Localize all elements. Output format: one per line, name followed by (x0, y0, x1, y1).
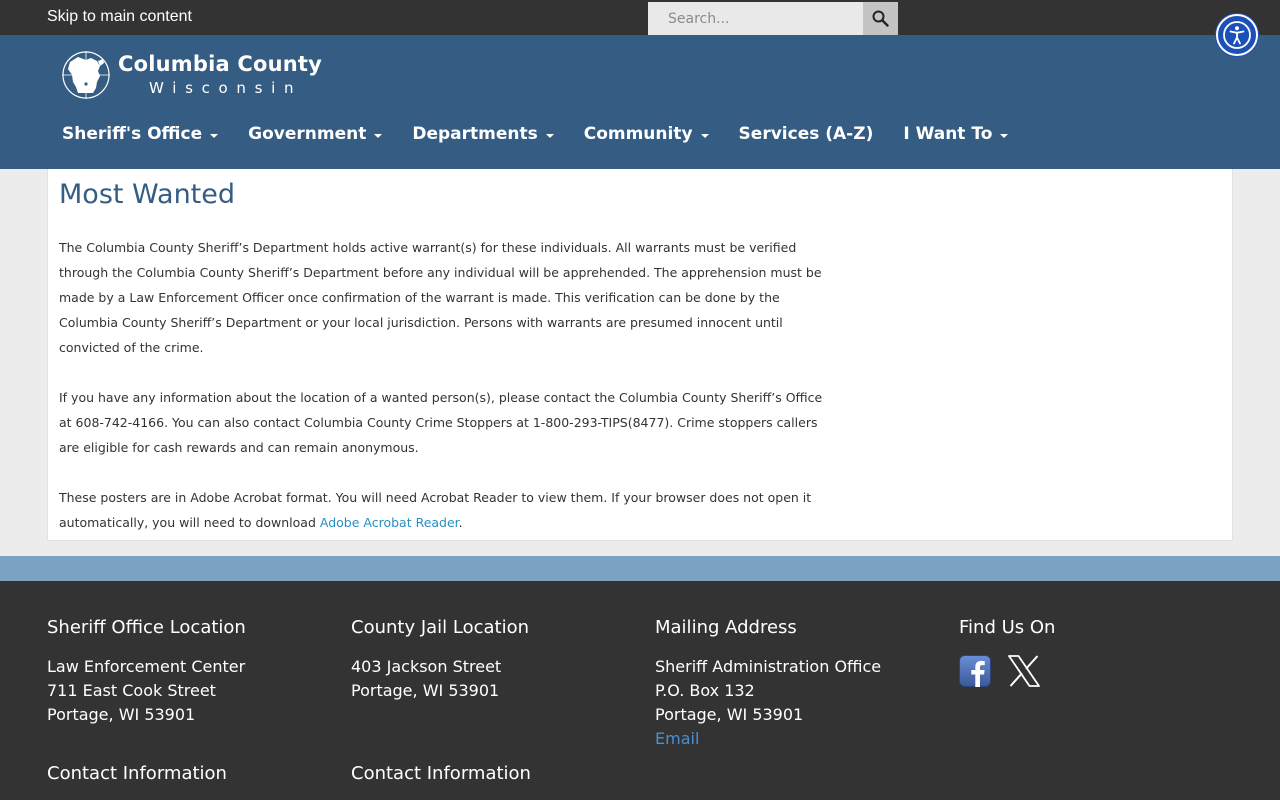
paragraph-contact: If you have any information about the location of a wanted person(s), please contact the Columbia County Sheriff’s Office at 608-742-4166. You can also contact Columbia County Crime Stoppers at 1-800-293-TIPS(8477). Crime stoppers callers are eligible for cash rewards and can remain anonymous. (59, 390, 823, 455)
nav-label: I Want To (903, 124, 993, 144)
address-line: Law Enforcement Center (47, 657, 246, 676)
main-content (47, 169, 1233, 541)
address-line: Sheriff Administration Office (655, 657, 882, 676)
caret-down-icon (210, 134, 218, 138)
nav-sheriffs-office[interactable] (47, 124, 233, 144)
footer-heading: Contact Information (47, 763, 227, 784)
site-logo[interactable] (60, 48, 340, 102)
address-line: Portage, WI 53901 (351, 681, 500, 700)
logo-subtitle: Wisconsin (149, 79, 303, 97)
search-form (648, 2, 898, 35)
address-line: Portage, WI 53901 (47, 705, 196, 724)
skip-to-main-content-link[interactable]: Skip to main content (47, 8, 192, 25)
wisconsin-map-emblem (60, 48, 112, 102)
content-body (59, 235, 829, 560)
nav-i-want-to[interactable] (888, 124, 1023, 144)
page-title: Most Wanted (59, 179, 236, 210)
nav-services-a-z[interactable] (724, 124, 889, 144)
footer-mailing-address (655, 617, 945, 751)
magnifier-icon (872, 10, 889, 27)
email-link[interactable]: Email (655, 729, 700, 748)
footer-heading: Sheriff Office Location (47, 617, 246, 638)
footer-accent-band (0, 556, 1280, 581)
site-header (0, 35, 1280, 169)
address-line: 403 Jackson Street (351, 657, 502, 676)
acrobat-text: These posters are in Adobe Acrobat format. You will need Acrobat Reader to view them. If your browser does not open it automatically, you will need to download (59, 490, 812, 530)
main-nav (47, 119, 1023, 149)
footer-county-jail-location (351, 617, 641, 703)
footer-contact-information-2 (351, 763, 641, 784)
x-twitter-icon[interactable] (1007, 654, 1041, 688)
adobe-acrobat-reader-link[interactable]: Adobe Acrobat Reader (319, 515, 459, 530)
facebook-icon[interactable] (959, 655, 991, 687)
footer-heading: County Jail Location (351, 617, 530, 638)
nav-label: Government (248, 124, 367, 144)
nav-departments[interactable] (397, 124, 568, 144)
site-footer (0, 581, 1280, 800)
nav-community[interactable] (569, 124, 724, 144)
nav-government[interactable] (233, 124, 397, 144)
accessibility-person-icon (1222, 20, 1252, 50)
top-bar (0, 0, 1280, 35)
caret-down-icon (374, 134, 382, 138)
social-links (959, 654, 1249, 688)
footer-sheriff-office-location (47, 617, 337, 727)
nav-label: Departments (412, 124, 538, 144)
address-line: P.O. Box 132 (655, 681, 755, 700)
nav-label: Services (A-Z) (738, 124, 874, 144)
caret-down-icon (546, 134, 554, 138)
search-button[interactable] (863, 2, 898, 35)
address-line: Portage, WI 53901 (655, 705, 804, 724)
footer-heading: Contact Information (351, 763, 531, 784)
search-input[interactable] (648, 2, 863, 35)
paragraph-warrants: The Columbia County Sheriff’s Department holds active warrant(s) for these individuals. All warrants must be verified through the Columbia County Sheriff’s Department before any individual will be apprehended. The apprehension must be made by a Law Enforcement Officer once confirmation of the warrant is made. This verification can be done by the Columbia County Sheriff’s Department or your local jurisdiction. Persons with warrants are presumed innocent until convicted of the crime. (59, 240, 822, 355)
footer-heading: Find Us On (959, 617, 1056, 638)
acrobat-period: . (458, 515, 463, 530)
logo-name: Columbia County (118, 52, 323, 76)
paragraph-acrobat (59, 485, 829, 535)
address-line: 711 East Cook Street (47, 681, 216, 700)
footer-find-us-on (959, 617, 1249, 688)
accessibility-button[interactable] (1216, 14, 1258, 56)
nav-label: Community (583, 124, 693, 144)
caret-down-icon (701, 134, 709, 138)
footer-contact-information-1 (47, 763, 337, 784)
footer-heading: Mailing Address (655, 617, 797, 638)
nav-label: Sheriff's Office (62, 124, 203, 144)
caret-down-icon (1000, 134, 1008, 138)
